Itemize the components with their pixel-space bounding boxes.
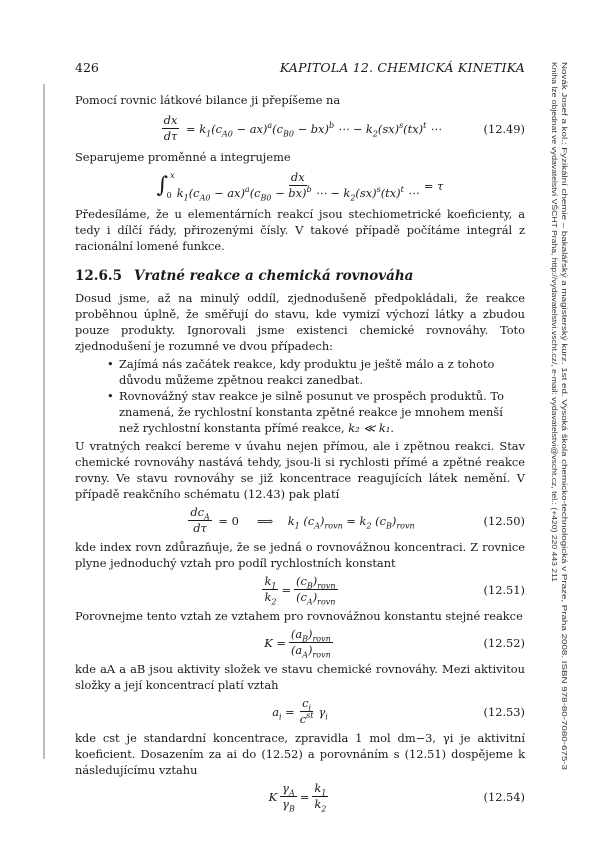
equation-12-52: K = $\frac{(a_B)_{rovn}}{(a_A)_{rovn}}$ (12.52) [264,627,525,660]
section-heading [75,268,525,284]
equation-12-53: $a_i$ = $\frac{c_i}{c^{st}}$ $\gamma_i$ (12.53) [272,696,525,726]
paragraph: Porovnejme tento vztah ze vztahem pro rovnovážnou konstantu stejné reakce [75,609,523,623]
paragraph: kde aA a aB jsou aktivity složek ve stavu chemické rovnováhy. Mezi aktivitou složky a její koncentrací platí vztah [75,662,525,692]
equation-number: (12.50) [483,513,525,528]
equation-12-50: $\frac{dc_A}{d\tau}$ = 0 ⟹ $k_1$ $(c_A)_{rovn} = k_2$ $(c_B)_{rovn}$ (12.50) [190,505,525,535]
equation-12-49: $\frac{dx}{d\tau}$ = $k_1(c_{A0} - ax)^a(c_{B0} - bx)^b$ ⋯ − $k_2(sx)^s(tx)^t$ ⋯ (12.49) [163,113,525,143]
paragraph: kde index rovn zdůrazňuje, že se jedná o rovnovážnou koncentraci. Z rovnice plyne jednoduchý vztah pro podíl rychlostních konstant [75,540,525,570]
side-copyright-note [546,60,600,775]
section-title: Vratné reakce a chemická rovnováha [133,268,414,284]
equation-integral: ∫ x 0 $\frac{dx}{k_1(c_{A0} - ax)^a(c_{B0} - bx)^b \cdots - k_2(sx)^s(tx)^t \cdots}$ = τ [156,170,444,203]
equation-number: (12.54) [483,789,525,804]
side-note-svg [546,60,600,775]
side-note-line2: Kniha lze objednat ve vydavatelství VŠCHT Praha, http://vydavatelstvi.vscht.cz/, e-mail: vydavatelstvi@vscht.cz, tel.: (+420) 220 443 211 [550,62,559,504]
paragraph: U vratných reakcí bereme v úvahu nejen přímou, ale i zpětnou reakci. Stav chemické rovnováhy nastává tehdy, jsou-li si rychlosti přímé a zpětné reakce rovny. Ve stavu rovnováhy se již koncentrace reagujících látek nemění. V případě reakčního schématu (12.43) pak platí [75,439,525,501]
page-number: 426 [75,60,99,75]
section-number: 12.6.5 [75,268,122,284]
paragraph: Pomocí rovnic látkové bilance ji přepíšeme na [75,93,341,107]
list-item-text: Rovnovážný stav reakce je silně posunut ve prospěch produktů. To znamená, že rychlostní konstanta zpětné reakce je mnohem menší než rychlostní konstanta přímé reakce, [119,389,504,435]
list-item-math: k₂ ≪ k₁. [348,421,394,435]
equation-number: (12.51) [483,582,525,597]
equation-number: (12.52) [483,635,525,650]
equation-12-51: $\frac{k_1}{k_2}$ = $\frac{(c_B)_{rovn}}{(c_A)_{rovn}}$ (12.51) [264,574,525,607]
main-text [75,92,525,815]
equation-12-54: K $\frac{\gamma_A}{\gamma_B}$ = $\frac{k_1}{k_2}$ (12.54) [268,781,525,814]
paragraph: Dosud jsme, až na minulý oddíl, zjednodušeně předpokládali, že reakce proběhnou úplně, že směřují do stavu, kde vymizí výchozí látky a zbudou pouze produkty. Ignorovali jsme existenci chemické rovnováhy. Toto zjednodušení je rozumné ve dvou případech: [75,291,525,353]
running-title: KAPITOLA 12. CHEMICKÁ KINETIKA [279,60,525,75]
paragraph: Separujeme proměnné a integrujeme [75,150,291,164]
list-item [119,388,525,436]
equation-number: (12.49) [483,121,525,136]
equation-number: (12.53) [483,704,525,719]
paragraph: Předesíláme, že u elementárních reakcí jsou stechiometrické koeficienty, a tedy i dílčí řády, přirozenými čísly. V takové případě počítáme integrál z racionální lomené funkce. [75,207,525,253]
margin-bar [43,84,45,759]
bullet-list [75,356,525,436]
side-note-line1: Novák Josef a kol.: Fyzikální chemie – bakalářský a magisterský kurz. 1st ed. Vysoká škola chemicko-technologická v Praze, Praha 2008. ISBN 978-80-7080-675-3 [560,62,569,591]
paragraph: kde cst je standardní koncentrace, zpravidla 1 mol dm−3, γi je aktivitní koeficient. Dosazením za ai do (12.52) a porovnáním s (12.51) dospějeme k následujícímu vztahu [75,731,525,777]
list-item: • Zajímá nás začátek reakce, kdy produktu je ještě málo a z tohoto důvodu můžeme zpětnou reakci zanedbat. [119,356,525,388]
